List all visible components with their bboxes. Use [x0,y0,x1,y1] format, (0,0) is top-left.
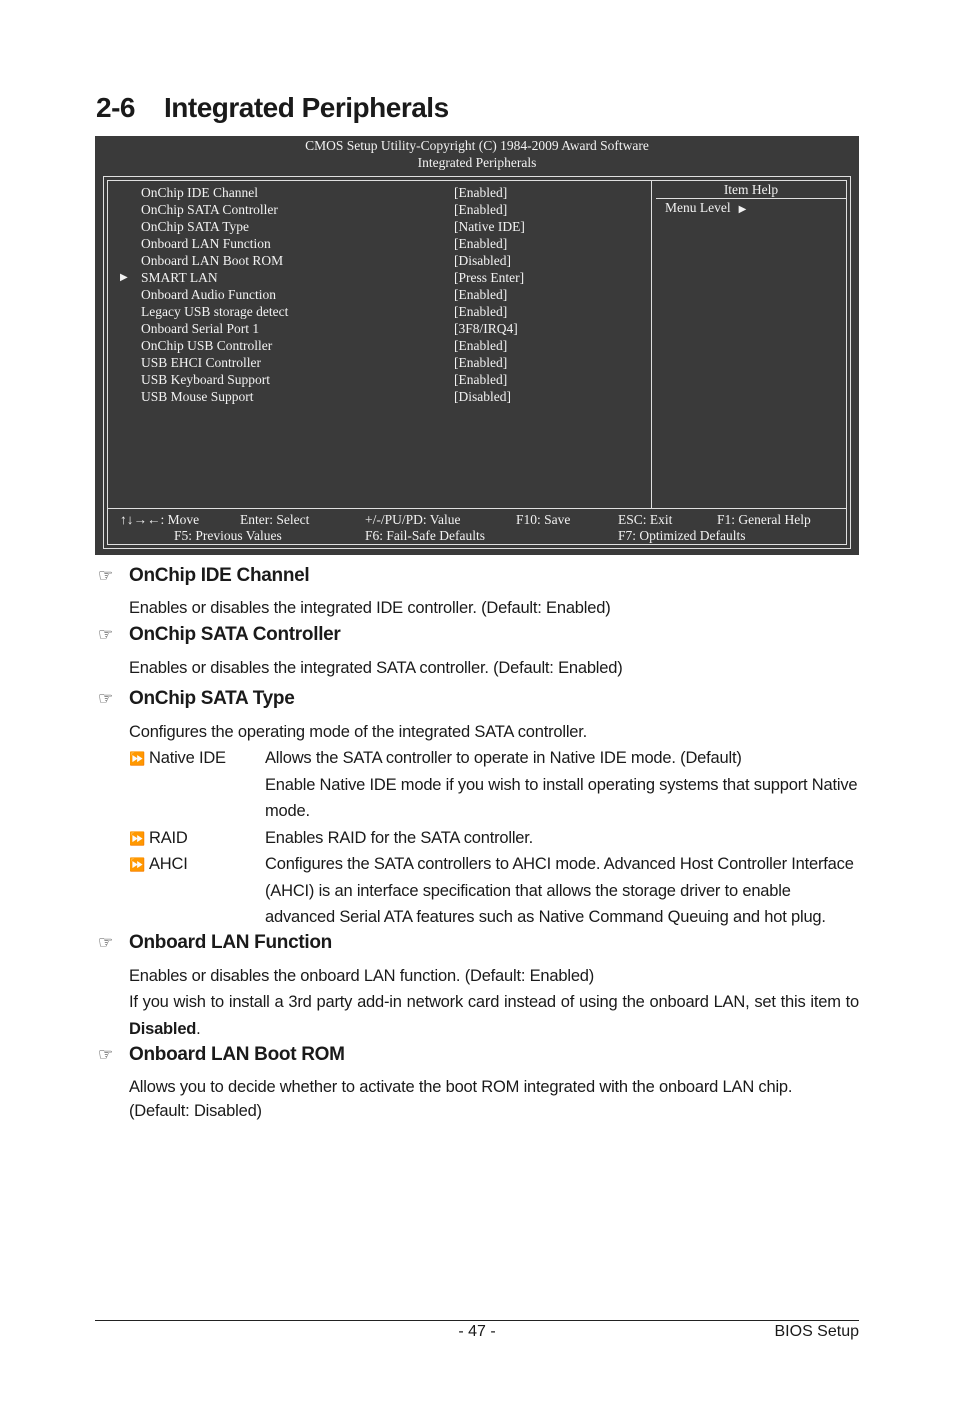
bios-item-label: USB Mouse Support [141,389,254,404]
double-arrow-icon: ⏩ [129,857,145,872]
bios-item-label: OnChip IDE Channel [141,185,258,200]
bios-item-label: Onboard LAN Function [141,236,271,251]
bios-item-value[interactable]: [Enabled] [454,202,508,217]
bios-item-label: OnChip SATA Type [141,219,249,234]
bios-item-value[interactable]: [Enabled] [454,372,508,387]
bios-screen [95,136,859,555]
section-heading-text: OnChip SATA Type [129,688,295,709]
bios-item-value[interactable]: [Native IDE] [454,219,525,234]
key-optimized-defaults: F7: Optimized Defaults [618,528,746,543]
help-menu-level [665,199,746,218]
section-heading [98,624,341,646]
footer-rule [95,1320,859,1321]
section-heading-text: OnChip SATA Controller [129,624,341,645]
section-description: Enables or disables the integrated SATA controller. (Default: Enabled) [129,659,623,677]
bios-header-menu: Integrated Peripherals [417,155,537,170]
bios-item-label: Onboard LAN Boot ROM [141,253,284,268]
bios-item-value[interactable]: [Enabled] [454,304,508,319]
section-heading [98,1044,345,1066]
section-heading [98,565,309,587]
pointing-hand-icon: ☞ [98,1045,113,1064]
bios-item-value[interactable]: [Disabled] [454,253,511,268]
section-number: 2-6 [96,92,135,123]
double-arrow-icon: ⏩ [129,831,145,846]
bios-item-value[interactable]: [Press Enter] [454,270,525,285]
option-name: ⏩ Native IDE [129,745,226,773]
page-number: - 47 - [458,1323,496,1340]
chapter-name: BIOS Setup [774,1323,859,1340]
pointing-hand-icon: ☞ [98,689,113,708]
section-description: Enables or disables the onboard LAN function. (Default: Enabled) [129,967,595,985]
key-value: +/-/PU/PD: Value [365,512,461,527]
section-heading-text: Onboard LAN Function [129,932,332,953]
key-exit: ESC: Exit [618,512,673,527]
bios-column-divider [651,181,652,508]
option-name: ⏩ RAID [129,825,188,853]
page-title [96,92,449,124]
menu-level-arrow-icon: ▶ [738,204,747,215]
section-heading-text: OnChip IDE Channel [129,565,310,586]
item-help-title: Item Help [723,182,779,197]
submenu-arrow-icon: ▶ [120,272,128,283]
bios-key-legend [108,512,846,544]
bios-item-label: Onboard Serial Port 1 [141,321,260,336]
bios-inner-frame [107,180,847,545]
section-description: Enables or disables the integrated IDE controller. (Default: Enabled) [129,599,611,617]
bios-item-value[interactable]: [Enabled] [454,185,508,200]
section-heading [98,688,295,710]
bold-term: Disabled [129,1019,197,1038]
option-name: ⏩ AHCI [129,851,188,879]
option-description: Configures the SATA controllers to AHCI mode. Advanced Host Controller Interface (AHCI) is an interface specification that allows the storage driver to enable advanced Serial ATA features such as Native Command Queuing and hot plug. [265,855,854,926]
bios-item-value[interactable]: [Enabled] [454,355,508,370]
section-description: Allows you to decide whether to activate the boot ROM integrated with the onboard LAN chip. (Default: Disabled) [129,1078,793,1120]
key-move: ↑↓→←: Move [120,512,200,527]
bios-frame [103,176,851,549]
bios-item-value[interactable]: [Enabled] [454,338,508,353]
help-menu-level-label: Menu Level [665,200,731,215]
section-heading-text: Onboard LAN Boot ROM [129,1044,345,1065]
bios-item-value[interactable]: [Enabled] [454,236,508,251]
bios-item-label: Legacy USB storage detect [141,304,289,319]
double-arrow-icon: ⏩ [129,751,145,766]
bios-header [95,136,859,171]
section-heading [98,932,332,954]
option-description: Allows the SATA controller to operate in Native IDE mode. (Default) Enable Native IDE mode if you wish to install operating systems that support Native mode. [265,749,858,820]
section-note: If you wish to install a 3rd party add-in network card instead of using the onboard LAN, set this item to Disabled. [129,993,859,1038]
bios-item-value[interactable]: [Enabled] [454,287,508,302]
option-description: Enables RAID for the SATA controller. [265,829,534,847]
pointing-hand-icon: ☞ [98,625,113,644]
key-save: F10: Save [516,512,571,527]
key-select: Enter: Select [240,512,310,527]
pointing-hand-icon: ☞ [98,933,113,952]
bios-item-label: OnChip USB Controller [141,338,273,353]
bios-item-label: SMART LAN [141,270,218,285]
bios-item-label: OnChip SATA Controller [141,202,278,217]
pointing-hand-icon: ☞ [98,566,113,585]
key-previous-values: F5: Previous Values [174,528,282,543]
bios-item-label: USB Keyboard Support [141,372,270,387]
section-title: Integrated Peripherals [164,92,449,123]
section-description: Configures the operating mode of the integrated SATA controller. [129,723,588,741]
bios-item-label: USB EHCI Controller [141,355,261,370]
key-general-help: F1: General Help [717,512,811,527]
bios-item-label: Onboard Audio Function [141,287,276,302]
bios-item-value[interactable]: [3F8/IRQ4] [454,321,518,336]
bios-key-divider [108,508,846,509]
bios-header-copyright: CMOS Setup Utility-Copyright (C) 1984-2009 Award Software [305,138,649,153]
key-fail-safe-defaults: F6: Fail-Safe Defaults [365,528,485,543]
bios-item-value[interactable]: [Disabled] [454,389,511,404]
